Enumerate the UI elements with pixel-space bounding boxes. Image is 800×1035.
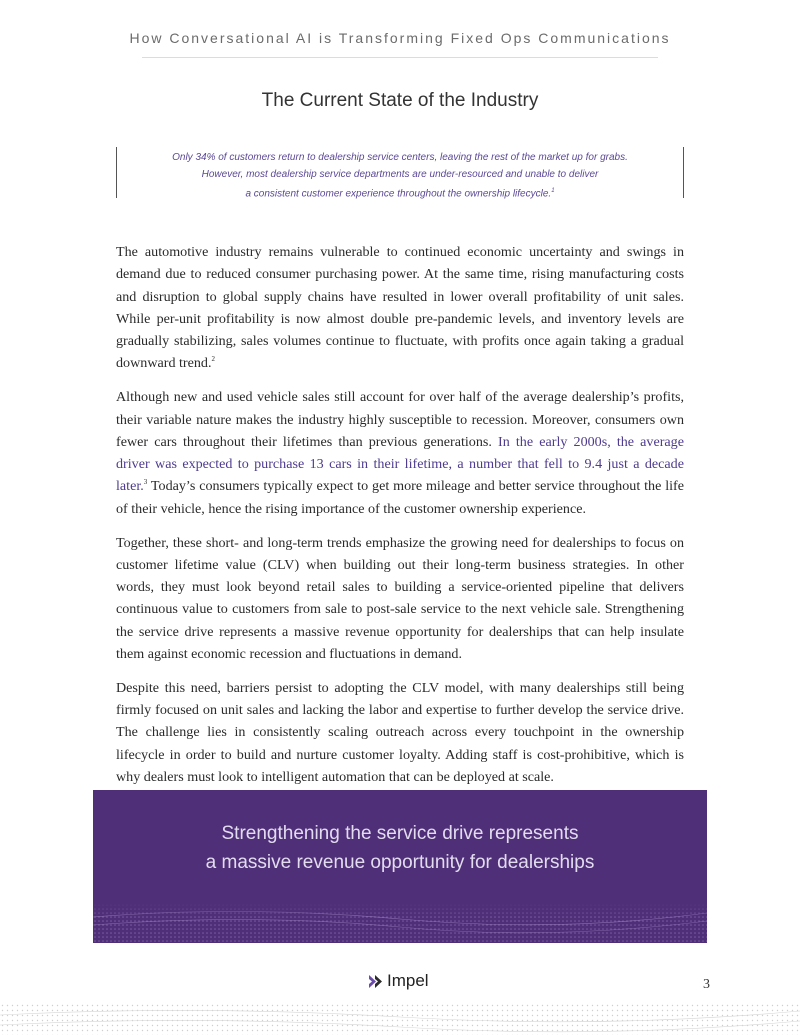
impel-logo-icon	[367, 973, 384, 990]
footnote-ref-1[interactable]: 1	[551, 188, 555, 194]
paragraph-2	[116, 386, 684, 520]
footer-dot-pattern	[0, 1003, 800, 1035]
paragraph-2-text-before: Although new and used vehicle sales still account for over half of the average dealership’s profits, their variable nature makes the industry highly susceptible to recession. Moreover, consumers own fewer cars throughout their lifetimes than previous generations.	[116, 389, 684, 450]
logo-text: Impel	[387, 971, 429, 990]
paragraph-1-text: The automotive industry remains vulnerable to continued economic uncertainty and swings in demand due to reduced consumer purchasing power. At the same time, rising manufacturing costs and disruption to global supply chains have resulted in lower overall profitability of unit sales. While per-unit profitability is now almost double pre-pandemic levels, and inventory levels are gradually stabilizing, sales volumes continue to fluctuate, with profits once again taking a gradual downward trend.	[116, 244, 684, 372]
body-text	[116, 241, 684, 800]
highlighted-statistic: In the early 2000s, the average driver was expected to purchase 13 cars in their lifetime, a number that fell to 9.4 just a decade later.	[116, 433, 684, 495]
footnote-ref-2[interactable]: 2	[211, 355, 215, 364]
header-divider	[142, 57, 658, 58]
pull-quote-line-3	[117, 183, 683, 202]
banner-line-1: Strengthening the service drive represents	[221, 823, 579, 844]
footnote-ref-3[interactable]: 3	[143, 478, 148, 487]
paragraph-1	[116, 241, 684, 375]
banner-wave-pattern	[93, 903, 707, 943]
paragraph-2-text-after: Today’s consumers typically expect to get more mileage and better service throughout the life of their vehicle, hence the rising importance of the customer ownership experience.	[116, 478, 684, 517]
banner-text	[93, 820, 707, 877]
pull-quote	[116, 147, 684, 198]
paragraph-4: Despite this need, barriers persist to adopting the CLV model, with many dealerships still being firmly focused on unit sales and lacking the labor and expertise to further develop the service drive. The challenge lies in consistently scaling outreach across every touchpoint in the ownership lifecycle in order to build and nurture customer loyalty. Adding staff is cost-prohibitive, which is why dealers must look to intelligent automation that can be deployed at scale.	[116, 679, 684, 786]
impel-logo[interactable]	[367, 971, 429, 991]
callout-banner	[93, 790, 707, 943]
pull-quote-line-3-text: a consistent customer experience throughout the ownership lifecycle.	[245, 188, 552, 200]
section-title: The Current State of the Industry	[261, 90, 539, 111]
pull-quote-line-1: Only 34% of customers return to dealership service centers, leaving the rest of the market up for grabs.	[172, 152, 628, 163]
banner-line-2: a massive revenue opportunity for dealerships	[205, 851, 595, 873]
page-header: How Conversational AI is Transforming Fixed Ops Communications	[129, 30, 671, 46]
paragraph-3: Together, these short- and long-term trends emphasize the growing need for dealerships to focus on customer lifetime value (CLV) when building out their long-term business strategies. In other words, they must look beyond retail sales to building a service-oriented pipeline that delivers continuous value to customers from sale to post-sale service to the next vehicle sale. Strengthening the service drive represents a massive revenue opportunity for dealerships that can help insulate them against economic recession and fluctuations in demand.	[116, 534, 684, 663]
pull-quote-line-2: However, most dealership service departments are under-resourced and unable to deliver	[201, 169, 599, 180]
page-number: 3	[703, 977, 710, 992]
